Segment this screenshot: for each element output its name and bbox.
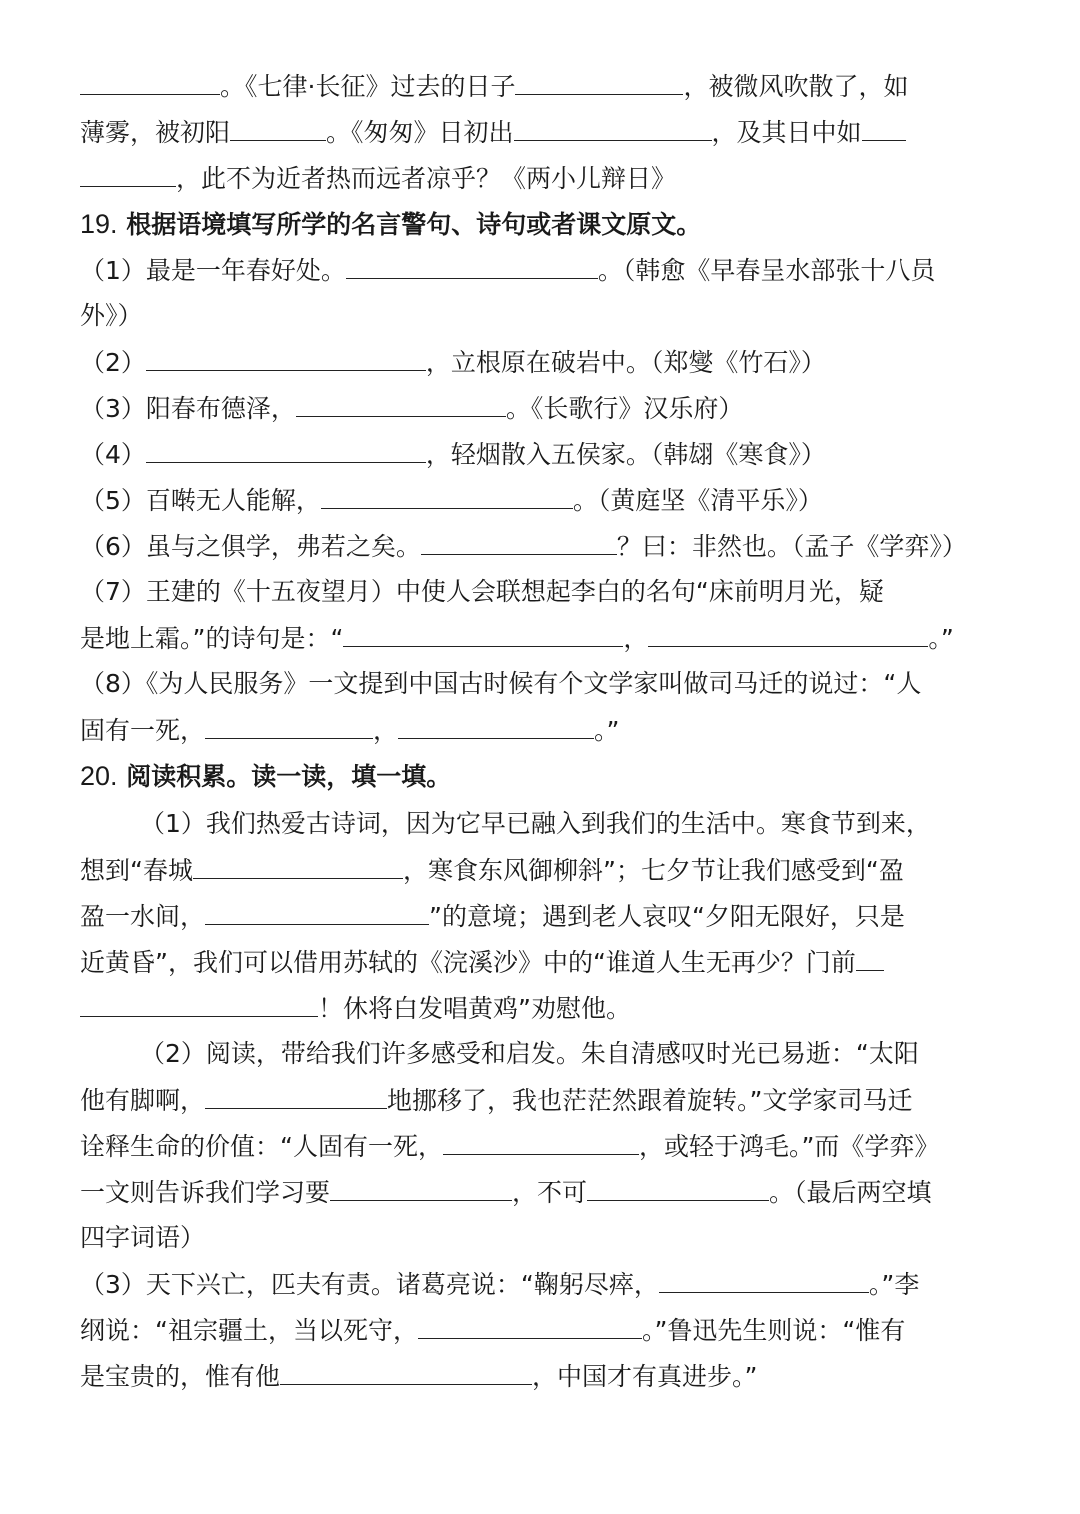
text-line: 他有脚啊， 地挪移了，我也茫茫然跟着旋转。”文学家司马迁 bbox=[80, 1086, 913, 1115]
text-line: 外》） bbox=[80, 301, 143, 330]
text-line: （4） ，轻烟散入五侯家。（韩翃《寒食》） bbox=[80, 440, 826, 469]
text-line: 诠释生命的价值：“人固有一死， ，或轻于鸿毛。”而《学弈》 bbox=[80, 1132, 940, 1161]
text-line: 近黄昏”，我们可以借用苏轼的《浣溪沙》中的“谁道人生无再少？门前 bbox=[80, 946, 884, 978]
text-line: 想到“春城 ，寒食东风御柳斜”；七夕节让我们感受到“盈 bbox=[80, 856, 904, 885]
answer-blank[interactable] bbox=[587, 1176, 769, 1201]
question-19-heading: 19. 根据语境填写所学的名言警句、诗句或者课文原文。 bbox=[80, 209, 702, 239]
text-line: 一文则告诉我们学习要 ，不可 。（最后两空填 bbox=[80, 1178, 932, 1207]
answer-blank[interactable] bbox=[659, 1268, 869, 1293]
text-line: （8）《为人民服务》一文提到中国古时候有个文学家叫做司马迁的说过：“人 bbox=[80, 669, 922, 698]
answer-blank[interactable] bbox=[205, 1084, 387, 1109]
text-line: （5）百啭无人能解， 。（黄庭坚《清平乐》） bbox=[80, 486, 823, 515]
answer-blank[interactable] bbox=[146, 346, 426, 371]
answer-blank[interactable] bbox=[80, 992, 318, 1017]
answer-blank[interactable] bbox=[343, 622, 623, 647]
text-line: 固有一死， ， 。” bbox=[80, 716, 620, 745]
answer-blank[interactable] bbox=[205, 900, 429, 925]
text-line: ，此不为近者热而远者凉乎？《两小儿辩日》 bbox=[80, 162, 676, 194]
answer-blank[interactable] bbox=[296, 392, 506, 417]
answer-blank[interactable] bbox=[648, 622, 928, 647]
text-line: （3）阳春布德泽， 。《长歌行》汉乐府） bbox=[80, 394, 744, 423]
text-line: （2）阅读，带给我们许多感受和启发。朱自清感叹时光已易逝：“太阳 bbox=[140, 1039, 919, 1068]
text-line: （6）虽与之俱学，弗若之矣。 ？曰：非然也。（孟子《学弈》） bbox=[80, 532, 967, 561]
text-line: 纲说：“祖宗疆土，当以死守， 。”鲁迅先生则说：“惟有 bbox=[80, 1316, 906, 1345]
answer-blank[interactable] bbox=[514, 116, 712, 141]
text-line: （7）王建的《十五夜望月）中使人会联想起李白的名句“床前明月光，疑 bbox=[80, 577, 884, 606]
answer-blank[interactable] bbox=[862, 116, 906, 141]
answer-blank[interactable] bbox=[330, 1176, 512, 1201]
text-line: 盈一水间， ”的意境；遇到老人哀叹“夕阳无限好，只是 bbox=[80, 902, 905, 931]
answer-blank[interactable] bbox=[398, 714, 594, 739]
text-line: （2） ，立根原在破岩中。（郑燮《竹石》） bbox=[80, 348, 826, 377]
question-20-heading: 20. 阅读积累。读一读，填一填。 bbox=[80, 761, 452, 791]
answer-blank[interactable] bbox=[80, 70, 220, 95]
answer-blank[interactable] bbox=[443, 1130, 639, 1155]
answer-blank[interactable] bbox=[346, 254, 598, 279]
answer-blank[interactable] bbox=[280, 1360, 532, 1385]
answer-blank[interactable] bbox=[421, 530, 617, 555]
text-line: （1）我们热爱古诗词，因为它早已融入到我们的生活中。寒食节到来， bbox=[140, 809, 931, 838]
text-line: 。《七律·长征》过去的日子 ，被微风吹散了，如 bbox=[80, 70, 908, 102]
answer-blank[interactable] bbox=[515, 70, 683, 95]
text-line: （3）天下兴亡，匹夫有责。诸葛亮说：“鞠躬尽瘁， 。”李 bbox=[80, 1270, 920, 1299]
text-line: ！休将白发唱黄鸡”劝慰他。 bbox=[80, 992, 631, 1024]
answer-blank[interactable] bbox=[205, 714, 373, 739]
text-line: 薄雾，被初阳 。《匆匆》日初出 ，及其日中如 bbox=[80, 116, 906, 148]
answer-blank[interactable] bbox=[146, 438, 426, 463]
answer-blank[interactable] bbox=[230, 116, 326, 141]
text-line: （1）最是一年春好处。 。（韩愈《早春呈水部张十八员 bbox=[80, 256, 936, 285]
text-line: 是地上霜。”的诗句是：“ ， 。” bbox=[80, 624, 954, 653]
answer-blank[interactable] bbox=[321, 484, 573, 509]
text-line: 四字词语） bbox=[80, 1223, 206, 1252]
text-line: 是宝贵的，惟有他 ，中国才有真进步。” bbox=[80, 1362, 758, 1391]
answer-blank[interactable] bbox=[418, 1314, 642, 1339]
answer-blank[interactable] bbox=[80, 162, 176, 187]
answer-blank[interactable] bbox=[856, 946, 884, 971]
answer-blank[interactable] bbox=[193, 854, 403, 879]
